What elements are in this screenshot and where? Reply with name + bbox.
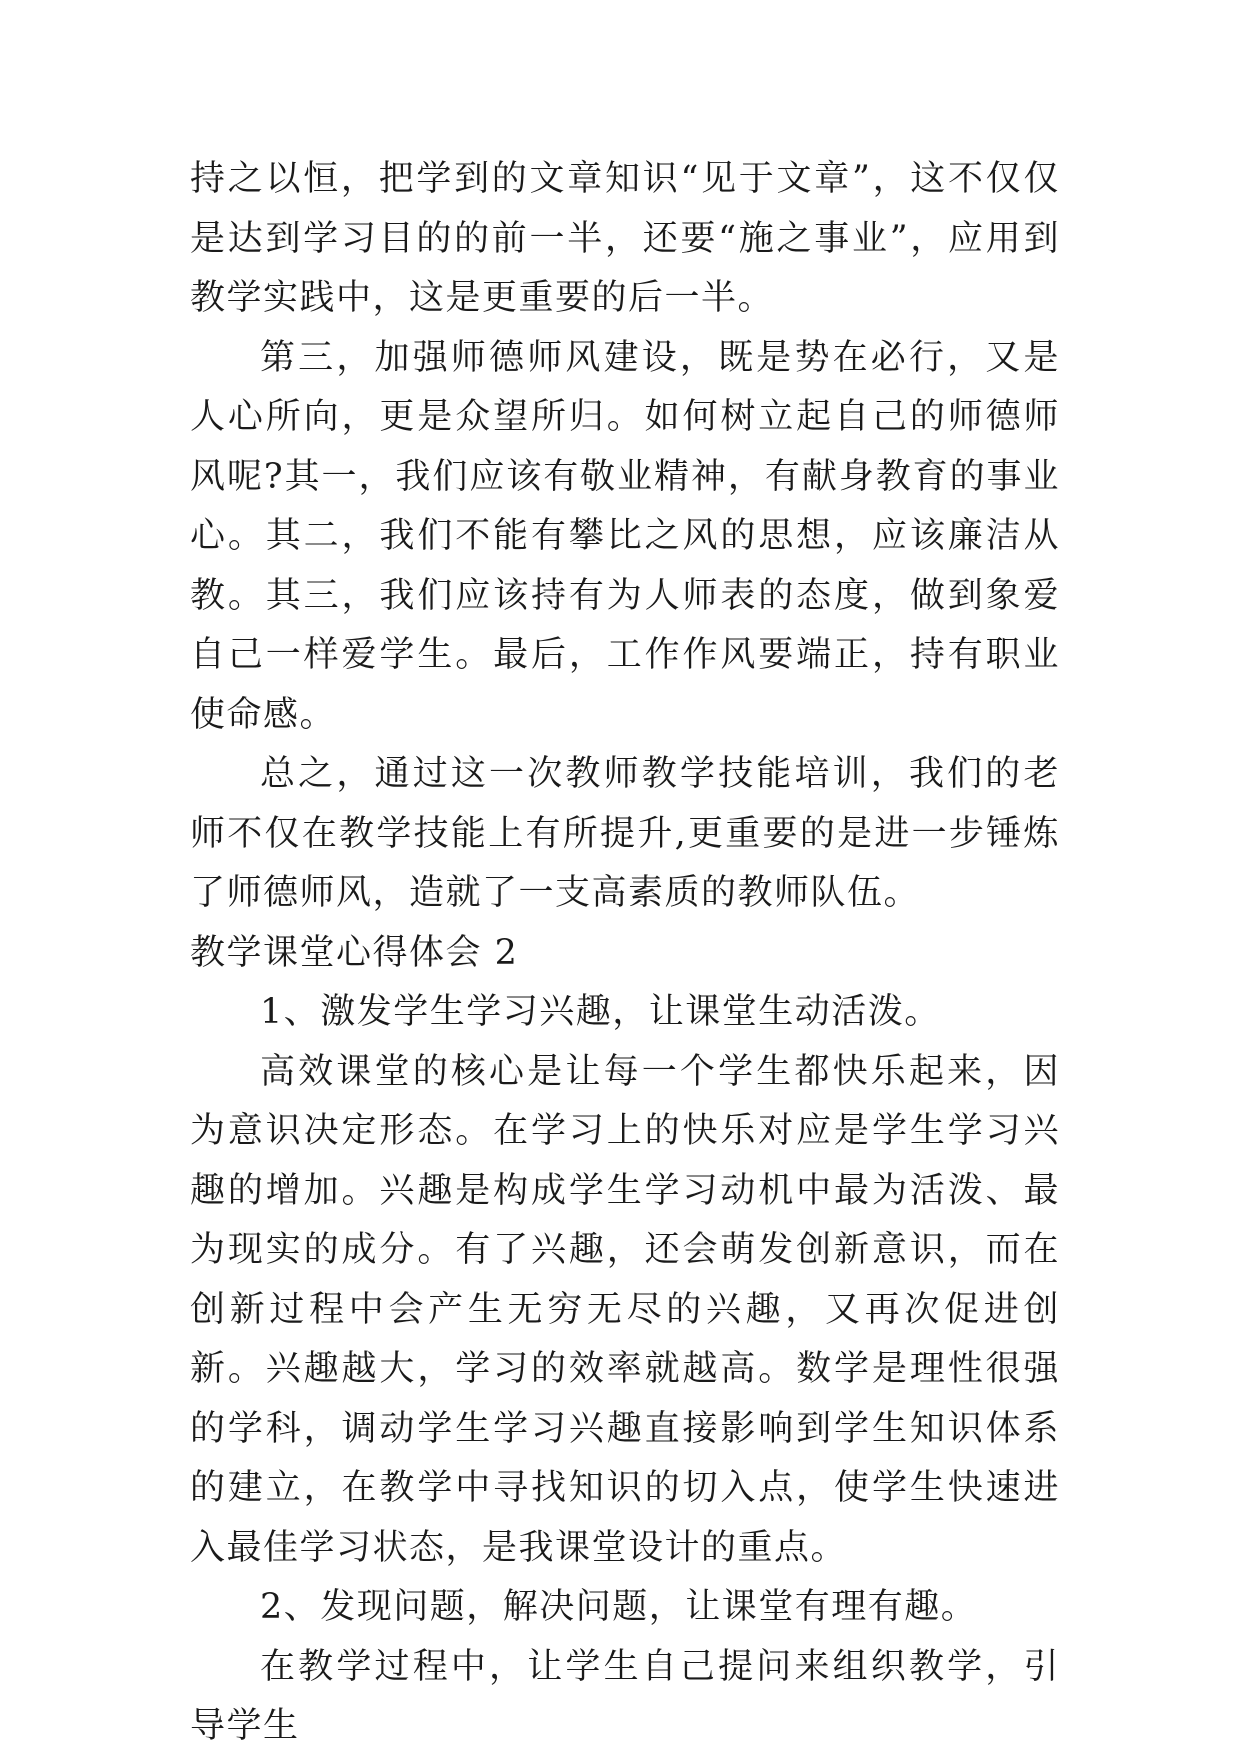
paragraph-teaching: 在教学过程中，让学生自己提问来组织教学，引导学生 — [190, 1646, 1060, 1746]
paragraph-interest: 高效课堂的核心是让每一个学生都快乐起来，因为意识决定形态。在学习上的快乐对应是学生学习兴趣的增加。兴趣是构成学生学习动机中最为活泼、最为现实的成分。有了兴趣，还会萌发创新意识，而在创新过程中会产生无穷无尽的兴趣，又再次促进创新。兴趣越大，学习的效率就越高。数学是理性很强的学科，调动学生学习兴趣直接影响到学生知识体系的建立，在教学中寻找知识的切入点，使学生快速进入最佳学习状态，是我课堂设计的重点。 — [190, 1051, 1060, 1568]
document-body — [190, 150, 1060, 1757]
paragraph-continuation: 持之以恒，把学到的文章知识“见于文章”，这不仅仅是达到学习目的的前一半，还要“施之事业”，应用到教学实践中，这是更重要的后一半。 — [190, 159, 1060, 318]
section-heading: 教学课堂心得体会 2 — [190, 932, 519, 973]
paragraph-ethics: 第三，加强师德师风建设，既是势在必行，又是人心所向，更是众望所归。如何树立起自己的师德师风呢?其一，我们应该有敬业精神，有献身教育的事业心。其二，我们不能有攀比之风的思想，应该廉洁从教。其三，我们应该持有为人师表的态度，做到象爱自己一样爱学生。最后，工作作风要端正，持有职业使命感。 — [190, 337, 1060, 735]
list-item-1: 1、激发学生学习兴趣，让课堂生动活泼。 — [260, 992, 941, 1032]
list-item-2: 2、发现问题，解决问题，让课堂有理有趣。 — [260, 1587, 978, 1627]
paragraph-summary: 总之，通过这一次教师教学技能培训，我们的老师不仅在教学技能上有所提升,更重要的是进一步锤炼了师德师风，造就了一支高素质的教师队伍。 — [190, 754, 1060, 913]
